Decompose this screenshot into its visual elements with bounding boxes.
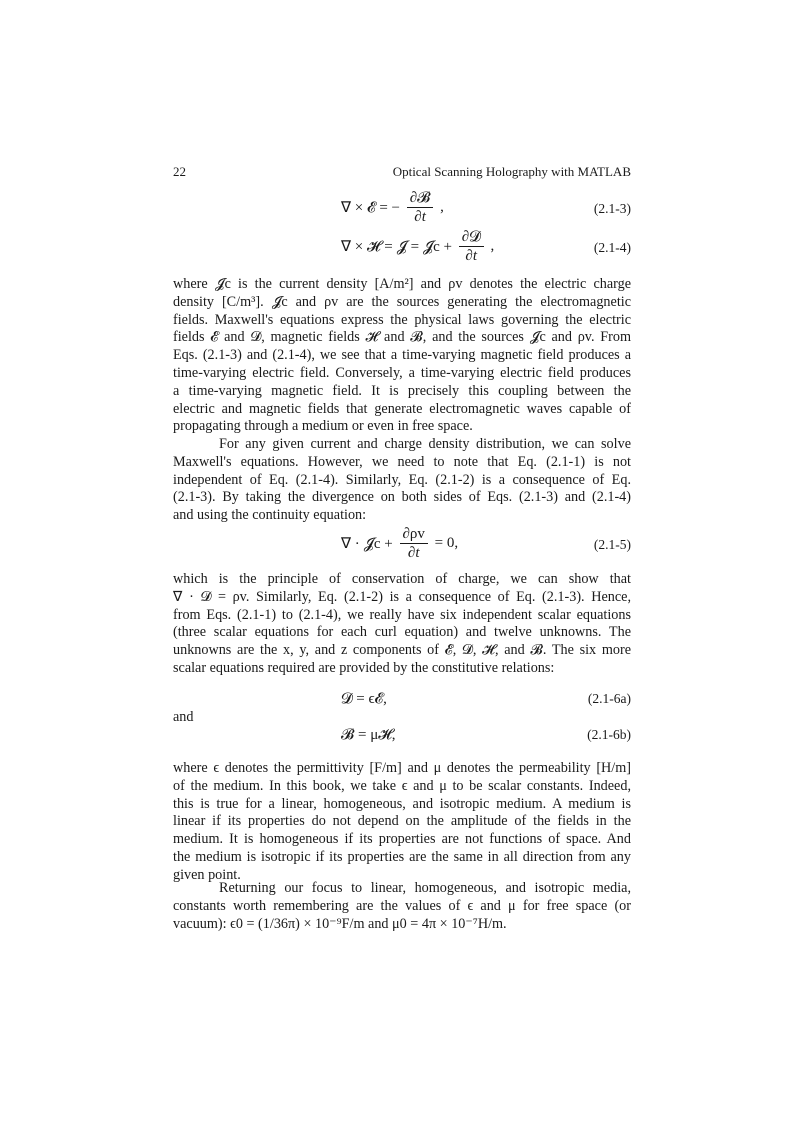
text-line: propagating through a medium or even in free space. — [173, 418, 473, 435]
equation-tail: , — [490, 238, 495, 254]
equation-number: (2.1-6a) — [587, 691, 631, 706]
paragraph-5 — [173, 880, 631, 933]
equation-number: (2.1-4) — [593, 240, 631, 255]
text-line: unknowns are the x, y, and z components of 𝓔, 𝓓, 𝓗, and 𝓑. The six more — [173, 642, 631, 659]
equation-2-1-6b — [173, 726, 631, 748]
text-line: fields 𝓔 and 𝓓, magnetic fields 𝓗 and 𝓑, and the sources 𝓙c and ρv. From — [173, 329, 631, 346]
paragraph-3 — [173, 571, 631, 678]
equation-2-1-4 — [173, 229, 631, 269]
equation-lhs: ∇ × 𝓗 = 𝓙 = 𝓙c + — [341, 239, 453, 255]
text-line: where ϵ denotes the permittivity [F/m] and μ denotes the permeability [H/m] — [173, 760, 631, 776]
text-line: Returning our focus to linear, homogeneous, and isotropic media, — [219, 880, 631, 896]
paragraph-4 — [173, 760, 631, 885]
text-line: Eqs. (2.1-3) and (2.1-4), we see that a time-varying magnetic field produces a — [173, 347, 631, 364]
text-line: time-varying electric field. Conversely, a time-varying electric field produces — [173, 364, 631, 381]
text-line: which is the principle of conservation of charge, we can show that — [173, 571, 631, 587]
text-line: a time-varying magnetic field. It is precisely this coupling between the — [173, 382, 631, 399]
text-line: fields. Maxwell's equations express the physical laws governing the electric — [173, 311, 631, 328]
text-line: scalar equations required are provided by the constitutive relations: — [173, 659, 555, 676]
equation-number: (2.1-6b) — [587, 727, 631, 742]
text-line: Maxwell's equations. However, we need to note that Eq. (2.1-1) is not — [173, 453, 631, 470]
text-line: where 𝓙c is the current density [A/m²] and ρv denotes the electric charge — [173, 276, 631, 292]
equation-2-1-3 — [173, 190, 631, 230]
equation-lhs: ∇ × 𝓔 = − — [341, 200, 401, 216]
fraction-numerator: ∂ρv — [400, 526, 428, 544]
equation-2-1-6a — [173, 690, 631, 712]
text-line: medium. It is homogeneous if its properties are not functions of space. And — [173, 831, 631, 848]
equation-expression: 𝓑 = μ𝓗, — [341, 727, 396, 743]
text-line: from Eqs. (2.1-1) to (2.1-4), we really have six independent scalar equations — [173, 606, 631, 623]
text-line: constants worth remembering are the values of ϵ and μ for free space (or — [173, 897, 631, 914]
text-line: (three scalar equations for each curl equation) and twelve unknowns. The — [173, 624, 631, 641]
fraction — [400, 526, 428, 561]
text-line: vacuum): ϵ0 = (1/36π) × 10⁻⁹F/m and μ0 = 4π × 10⁻⁷H/m. — [173, 915, 507, 932]
equation-number: (2.1-3) — [593, 201, 631, 216]
equation-tail: = 0, — [434, 535, 459, 551]
equation-expression: 𝓓 = ϵ𝓔, — [341, 691, 387, 707]
text-line: and using the continuity equation: — [173, 507, 367, 524]
equation-lhs: ∇ · 𝓙c + — [341, 536, 393, 552]
text-line: linear if its properties do not depend on the amplitude of the fields in the — [173, 813, 631, 830]
paragraph-1 — [173, 276, 631, 436]
book-title: Optical Scanning Holography with MATLAB — [392, 164, 631, 179]
text-line: of the medium. In this book, we take ϵ and μ to be scalar constants. Indeed, — [173, 777, 631, 794]
text-line: density [C/m³]. 𝓙c and ρv are the sources generating the electromagnetic — [173, 293, 631, 310]
paragraph-2 — [173, 436, 631, 525]
text-line: electric and magnetic fields that generate electromagnetic waves capable of — [173, 400, 631, 417]
equation-2-1-5 — [173, 526, 631, 566]
fraction — [407, 190, 434, 225]
fraction — [459, 229, 484, 264]
text-line: independent of Eq. (2.1-4). Similarly, Eq. (2.1-2) is a consequence of Eq. — [173, 471, 631, 488]
equation-tail: , — [440, 199, 444, 215]
fraction-denominator: ∂t — [414, 209, 426, 225]
and-label: and — [173, 709, 194, 725]
text-line: ∇ · 𝓓 = ρv. Similarly, Eq. (2.1-2) is a consequence of Eq. (2.1-3). Hence, — [173, 588, 631, 605]
text-line: given point. — [173, 866, 241, 883]
fraction-denominator: ∂t — [465, 248, 478, 264]
fraction-denominator: ∂t — [407, 545, 420, 561]
page-number: 22 — [173, 164, 186, 179]
text-line: this is true for a linear, homogeneous, and isotropic medium. A medium is — [173, 795, 631, 812]
fraction-numerator: ∂𝓑 — [407, 190, 434, 208]
fraction-numerator: ∂𝓓 — [459, 229, 484, 247]
text-line: (2.1-3). By taking the divergence on both sides of Eqs. (2.1-3) and (2.1-4) — [173, 489, 631, 506]
text-line: the medium is isotropic if its properties are the same in all direction from any — [173, 848, 631, 865]
text-line: For any given current and charge density distribution, we can solve — [219, 436, 631, 452]
running-head — [173, 164, 631, 184]
equation-number: (2.1-5) — [593, 537, 631, 552]
